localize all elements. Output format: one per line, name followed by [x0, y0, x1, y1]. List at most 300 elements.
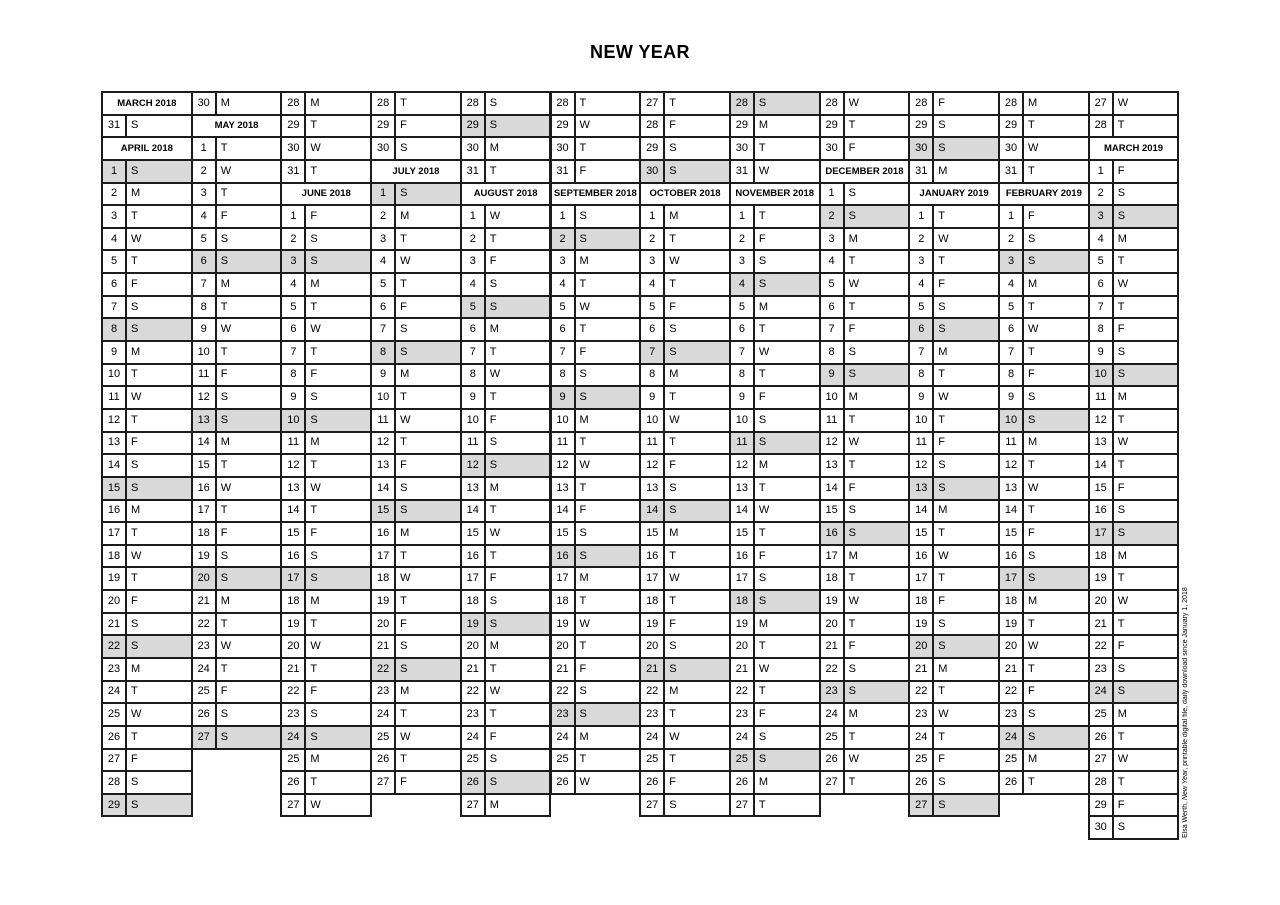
- day-letter: S: [131, 617, 139, 630]
- day-number: 23: [462, 704, 486, 725]
- day-letter: F: [1117, 164, 1125, 177]
- day-number: 22: [910, 682, 934, 703]
- day-cell: [280, 702, 372, 727]
- day-cell: [101, 725, 193, 750]
- day-number: 21: [910, 659, 934, 680]
- day-number: 2: [1090, 184, 1114, 205]
- day-letter: F: [848, 142, 856, 155]
- day-number: 31: [1000, 161, 1024, 182]
- day-number: 13: [103, 433, 127, 454]
- day-number: 26: [372, 750, 396, 771]
- day-letter: F: [489, 255, 497, 268]
- day-number: 12: [821, 433, 845, 454]
- day-cell: [191, 159, 283, 184]
- day-letter: T: [938, 685, 946, 698]
- day-letter: S: [669, 164, 677, 177]
- day-cell: [729, 114, 821, 139]
- day-number: 27: [731, 795, 755, 816]
- day-cell: [280, 566, 372, 591]
- day-number: 21: [282, 659, 306, 680]
- day-cell: [998, 385, 1090, 410]
- day-cell: [908, 227, 1000, 252]
- day-letter: T: [489, 662, 497, 675]
- day-letter: T: [848, 776, 856, 788]
- day-letter: T: [579, 277, 587, 290]
- day-letter: W: [669, 413, 680, 426]
- day-letter: T: [1028, 776, 1035, 788]
- day-number: 19: [552, 614, 576, 635]
- day-letter: W: [1028, 323, 1039, 336]
- day-cell: [191, 566, 283, 591]
- day-letter: F: [1117, 481, 1125, 494]
- day-letter: T: [220, 662, 228, 675]
- day-number: 23: [731, 704, 755, 725]
- day-number: 16: [641, 546, 665, 567]
- day-number: 23: [552, 704, 576, 725]
- day-letter: S: [400, 640, 408, 653]
- day-letter: W: [1117, 753, 1129, 766]
- day-cell: [101, 363, 193, 388]
- day-number: 10: [282, 410, 306, 431]
- day-number: 14: [462, 501, 486, 522]
- day-cell: [819, 657, 911, 682]
- day-number: 4: [462, 274, 486, 295]
- day-letter: F: [400, 617, 407, 630]
- day-letter: S: [489, 436, 498, 449]
- day-number: 3: [282, 251, 306, 272]
- day-cell: [1088, 499, 1180, 524]
- day-letter: T: [400, 708, 407, 721]
- day-cell: [819, 521, 911, 546]
- day-letter: F: [669, 119, 676, 132]
- day-letter: T: [938, 210, 946, 222]
- day-number: 9: [731, 387, 755, 408]
- day-cell: [1088, 589, 1180, 614]
- day-number: 25: [462, 750, 486, 771]
- day-cell: [191, 317, 283, 342]
- day-cell: [280, 227, 372, 252]
- day-number: 8: [910, 365, 934, 386]
- day-cell: [908, 566, 1000, 591]
- day-number: 19: [1000, 614, 1024, 635]
- day-cell: [191, 295, 283, 320]
- day-cell: [280, 272, 372, 297]
- day-number: 11: [462, 433, 486, 454]
- day-letter: S: [669, 640, 677, 653]
- day-cell: [370, 249, 462, 274]
- day-number: 10: [1090, 365, 1114, 386]
- day-number: 29: [641, 138, 665, 159]
- day-cell: [998, 521, 1090, 546]
- day-cell: [908, 204, 1000, 229]
- day-letter: T: [758, 685, 766, 698]
- day-letter: W: [579, 300, 590, 313]
- day-letter: M: [848, 232, 858, 245]
- day-number: 8: [462, 365, 486, 386]
- day-cell: [191, 340, 283, 365]
- day-cell: [639, 499, 731, 524]
- day-letter: F: [220, 526, 228, 539]
- day-number: 20: [282, 636, 306, 657]
- day-letter: S: [579, 210, 587, 222]
- day-number: 2: [821, 206, 845, 227]
- day-letter: F: [400, 459, 407, 472]
- day-cell: [908, 408, 1000, 433]
- day-number: 27: [372, 772, 396, 793]
- day-letter: S: [669, 345, 677, 358]
- day-cell: [191, 204, 283, 229]
- day-number: 12: [372, 433, 396, 454]
- day-letter: T: [489, 391, 497, 404]
- day-number: 19: [821, 591, 845, 612]
- day-cell: [370, 408, 462, 433]
- day-letter: S: [579, 368, 587, 381]
- day-number: 15: [282, 523, 306, 544]
- day-number: 8: [1000, 365, 1024, 386]
- day-letter: M: [220, 594, 230, 607]
- day-number: 22: [282, 682, 306, 703]
- day-letter: F: [220, 685, 228, 698]
- day-number: 24: [910, 727, 934, 748]
- day-cell: [998, 589, 1090, 614]
- day-number: 10: [821, 387, 845, 408]
- day-letter: W: [848, 96, 859, 109]
- day-cell: [101, 748, 193, 773]
- day-number: 22: [552, 682, 576, 703]
- day-letter: W: [310, 640, 321, 653]
- day-letter: W: [1028, 481, 1039, 494]
- day-number: 6: [641, 319, 665, 340]
- day-number: 11: [731, 433, 755, 454]
- day-cell: [550, 385, 642, 410]
- day-number: 30: [1000, 138, 1024, 159]
- day-letter: S: [1117, 821, 1126, 834]
- day-number: 5: [641, 297, 665, 318]
- day-letter: F: [758, 391, 766, 404]
- day-cell: [1088, 227, 1180, 252]
- day-number: 20: [552, 636, 576, 657]
- day-cell: [1088, 521, 1180, 546]
- day-number: 26: [1000, 772, 1024, 793]
- day-letter: T: [131, 685, 138, 698]
- day-number: 2: [910, 229, 934, 250]
- day-letter: S: [220, 232, 229, 245]
- day-letter: S: [1028, 255, 1036, 268]
- day-number: 13: [193, 410, 217, 431]
- day-number: 24: [193, 659, 217, 680]
- day-cell: [280, 770, 372, 795]
- day-number: 27: [641, 795, 665, 816]
- day-cell: [639, 453, 731, 478]
- day-number: 6: [1000, 319, 1024, 340]
- day-number: 17: [552, 568, 576, 589]
- day-letter: F: [848, 323, 856, 336]
- day-letter: M: [310, 277, 320, 290]
- day-number: 21: [821, 636, 845, 657]
- day-number: 18: [552, 591, 576, 612]
- day-cell: [908, 159, 1000, 184]
- day-cell: [639, 385, 731, 410]
- day-cell: [1088, 815, 1180, 840]
- day-letter: S: [131, 459, 139, 472]
- day-letter: W: [400, 255, 411, 268]
- day-letter: F: [131, 753, 138, 766]
- day-letter: T: [489, 549, 497, 562]
- day-letter: T: [131, 730, 138, 743]
- day-number: 23: [193, 636, 217, 657]
- day-cell: [639, 748, 731, 773]
- day-letter: S: [1117, 685, 1126, 698]
- day-letter: F: [310, 526, 318, 539]
- day-letter: S: [938, 798, 946, 811]
- day-letter: S: [669, 323, 677, 336]
- day-letter: M: [938, 164, 948, 177]
- day-number: 6: [552, 319, 576, 340]
- day-letter: F: [1028, 368, 1035, 381]
- day-number: 29: [552, 116, 576, 137]
- day-letter: S: [758, 255, 767, 268]
- day-number: 8: [103, 319, 127, 340]
- day-cell: [550, 634, 642, 659]
- day-cell: [280, 249, 372, 274]
- day-letter: S: [310, 413, 318, 426]
- day-cell: [460, 385, 552, 410]
- day-letter: S: [131, 323, 139, 336]
- day-letter: W: [220, 640, 232, 653]
- day-letter: T: [1028, 617, 1035, 630]
- day-letter: F: [310, 685, 318, 698]
- day-cell: [639, 521, 731, 546]
- day-letter: F: [848, 481, 856, 494]
- day-letter: S: [938, 119, 946, 132]
- day-cell: [280, 589, 372, 614]
- day-cell: [729, 770, 821, 795]
- day-letter: W: [489, 526, 501, 539]
- day-cell: [819, 612, 911, 637]
- day-cell: [460, 204, 552, 229]
- day-letter: W: [848, 436, 859, 449]
- day-number: 31: [462, 161, 486, 182]
- day-cell: [998, 363, 1090, 388]
- day-cell: [729, 566, 821, 591]
- day-number: 26: [731, 772, 755, 793]
- day-number: 11: [1090, 387, 1114, 408]
- day-letter: M: [669, 210, 679, 222]
- day-letter: T: [310, 300, 318, 313]
- day-number: 23: [910, 704, 934, 725]
- day-letter: S: [131, 776, 139, 788]
- day-cell: [639, 680, 731, 705]
- day-letter: S: [1117, 345, 1126, 358]
- day-number: 7: [641, 342, 665, 363]
- day-cell: [370, 748, 462, 773]
- month-header-cell: MAY 2018: [191, 114, 283, 139]
- day-number: 18: [1000, 591, 1024, 612]
- day-letter: S: [310, 391, 318, 404]
- day-cell: [1088, 431, 1180, 456]
- day-cell: [639, 793, 731, 818]
- day-cell: [460, 770, 552, 795]
- month-header-cell: JUNE 2018: [280, 182, 372, 207]
- day-number: 19: [103, 568, 127, 589]
- day-cell: [729, 725, 821, 750]
- day-cell: [460, 249, 552, 274]
- day-cell: [729, 317, 821, 342]
- day-cell: [819, 408, 911, 433]
- day-cell: [639, 612, 731, 637]
- day-cell: [460, 272, 552, 297]
- day-number: 15: [462, 523, 486, 544]
- day-number: 5: [821, 274, 845, 295]
- day-number: 6: [193, 251, 217, 272]
- day-number: 10: [193, 342, 217, 363]
- day-number: 24: [641, 727, 665, 748]
- day-letter: F: [1117, 798, 1125, 811]
- day-cell: [101, 566, 193, 591]
- day-letter: S: [848, 526, 856, 539]
- day-letter: S: [220, 549, 229, 562]
- day-cell: [280, 431, 372, 456]
- day-number: 10: [641, 410, 665, 431]
- day-cell: [191, 589, 283, 614]
- day-number: 30: [193, 93, 217, 114]
- day-cell: [998, 295, 1090, 320]
- day-letter: M: [1117, 232, 1127, 245]
- day-cell: [460, 136, 552, 161]
- day-number: 3: [193, 184, 217, 205]
- day-cell: [460, 295, 552, 320]
- day-number: 5: [462, 297, 486, 318]
- day-cell: [819, 770, 911, 795]
- day-letter: T: [669, 594, 676, 607]
- day-number: 7: [193, 274, 217, 295]
- day-number: 2: [193, 161, 217, 182]
- day-letter: T: [400, 753, 407, 766]
- day-cell: [101, 385, 193, 410]
- day-number: 23: [103, 659, 127, 680]
- day-cell: [191, 453, 283, 478]
- day-number: 19: [731, 614, 755, 635]
- day-letter: T: [669, 436, 676, 449]
- day-cell: [550, 317, 642, 342]
- day-letter: M: [669, 685, 679, 698]
- day-number: 4: [1000, 274, 1024, 295]
- day-cell: [729, 476, 821, 501]
- day-letter: T: [579, 481, 587, 494]
- day-number: 9: [103, 342, 127, 363]
- day-cell: [639, 317, 731, 342]
- day-cell: [101, 634, 193, 659]
- month-header-cell: JANUARY 2019: [908, 182, 1000, 207]
- day-number: 15: [103, 478, 127, 499]
- day-letter: M: [758, 459, 769, 472]
- day-letter: T: [1028, 345, 1035, 358]
- day-letter: F: [938, 96, 946, 109]
- day-number: 5: [282, 297, 306, 318]
- day-letter: T: [848, 572, 856, 585]
- day-number: 15: [1090, 478, 1114, 499]
- day-number: 18: [282, 591, 306, 612]
- day-letter: T: [758, 323, 766, 336]
- day-cell: [550, 159, 642, 184]
- day-cell: [550, 612, 642, 637]
- day-cell: [191, 408, 283, 433]
- day-cell: [819, 249, 911, 274]
- day-cell: [908, 431, 1000, 456]
- day-cell: [101, 204, 193, 229]
- day-letter: M: [131, 187, 141, 200]
- day-cell: [729, 340, 821, 365]
- day-number: 13: [552, 478, 576, 499]
- day-cell: [280, 159, 372, 184]
- day-number: 12: [462, 455, 486, 476]
- day-letter: T: [400, 549, 407, 562]
- day-cell: [729, 453, 821, 478]
- day-cell: [550, 91, 642, 116]
- day-number: 8: [372, 342, 396, 363]
- day-number: 20: [1000, 636, 1024, 657]
- day-number: 14: [282, 501, 306, 522]
- day-letter: T: [669, 391, 676, 404]
- day-cell: [550, 295, 642, 320]
- day-number: 13: [1000, 478, 1024, 499]
- day-number: 30: [372, 138, 396, 159]
- day-number: 6: [821, 297, 845, 318]
- month-header-cell: APRIL 2018: [101, 136, 193, 161]
- day-letter: W: [848, 277, 859, 290]
- day-letter: T: [758, 526, 766, 539]
- day-number: 28: [910, 93, 934, 114]
- day-letter: T: [579, 594, 587, 607]
- day-letter: S: [400, 142, 408, 155]
- day-cell: [639, 589, 731, 614]
- day-cell: [550, 566, 642, 591]
- day-cell: [550, 725, 642, 750]
- day-cell: [191, 363, 283, 388]
- day-cell: [998, 408, 1090, 433]
- day-cell: [819, 91, 911, 116]
- day-letter: S: [938, 617, 946, 630]
- day-cell: [191, 521, 283, 546]
- day-number: 31: [910, 161, 934, 182]
- day-letter: S: [310, 232, 318, 245]
- day-number: 2: [372, 206, 396, 227]
- day-cell: [729, 680, 821, 705]
- day-number: 4: [103, 229, 127, 250]
- month-header-cell: AUGUST 2018: [460, 182, 552, 207]
- day-cell: [370, 317, 462, 342]
- day-number: 17: [372, 546, 396, 567]
- day-letter: F: [669, 617, 676, 630]
- day-cell: [639, 136, 731, 161]
- day-number: 23: [1090, 659, 1114, 680]
- day-letter: M: [848, 549, 858, 562]
- day-letter: W: [489, 685, 501, 698]
- day-number: 25: [193, 682, 217, 703]
- day-cell: [1088, 249, 1180, 274]
- day-number: 5: [910, 297, 934, 318]
- day-number: 17: [193, 501, 217, 522]
- day-number: 13: [910, 478, 934, 499]
- day-letter: M: [489, 798, 499, 811]
- day-cell: [819, 136, 911, 161]
- day-number: 26: [193, 704, 217, 725]
- day-letter: S: [131, 640, 139, 653]
- day-number: 17: [910, 568, 934, 589]
- day-number: 25: [282, 750, 306, 771]
- day-number: 5: [731, 297, 755, 318]
- day-cell: [101, 408, 193, 433]
